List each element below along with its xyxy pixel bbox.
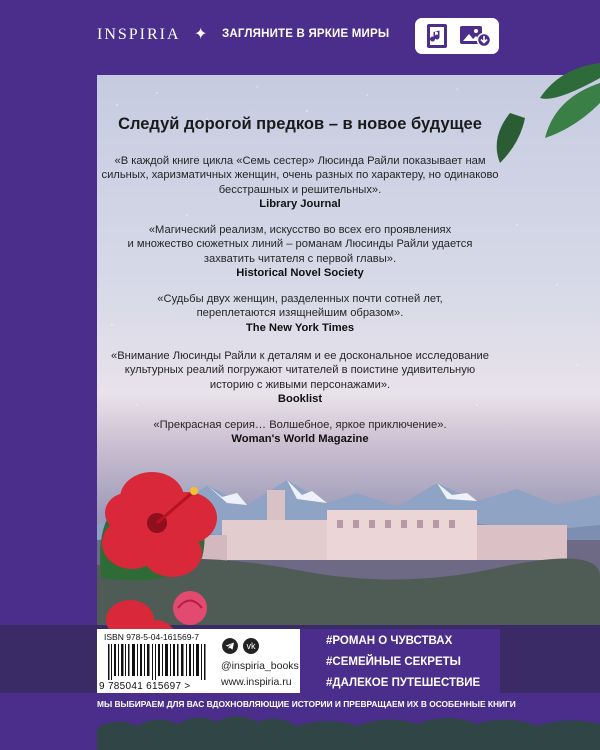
website-link[interactable]: www.inspiria.ru <box>221 676 292 688</box>
ebook-icon <box>424 23 450 49</box>
tag-family-secrets: #СЕМЕЙНЫЕ СЕКРЕТЫ <box>326 656 461 668</box>
social-handle[interactable]: @inspiria_books <box>221 660 299 672</box>
quote-line: «Прекрасная серия… Волшебное, яркое приключение». <box>153 419 447 431</box>
quote-line: «В каждой книге цикла «Семь сестер» Люсинда Райли показывает нам <box>114 155 486 167</box>
hibiscus-flower-large <box>92 458 232 588</box>
green-leaves <box>450 58 600 168</box>
review-quote-5 <box>0 418 600 447</box>
sparkle-icon: ✦ <box>194 26 208 43</box>
quote-section-title: Следуй дорогой предков – в новое будущее <box>118 115 482 133</box>
quote-line: захватить читателя с первой главы». <box>203 252 397 265</box>
pink-rose-bud <box>170 588 210 628</box>
quote-source: Booklist <box>277 392 323 405</box>
quote-line: и множество сюжетных линий – романам Люсинды Райли удается <box>127 238 473 251</box>
review-quote-4 <box>0 349 600 406</box>
quote-source: Library Journal <box>259 197 341 210</box>
quote-line: «Судьбы двух женщин, разделенных почти сотней лет, <box>157 293 443 305</box>
quote-line: бесстрашных и решительных». <box>218 183 382 196</box>
quote-line: переплетаются изящнейшим образом». <box>196 307 404 320</box>
forest-trees <box>97 708 600 750</box>
footer-slogan: МЫ ВЫБИРАЕМ ДЛЯ ВАС ВДОХНОВЛЯЮЩИЕ ИСТОРИИ И ПРЕВРАЩАЕМ ИХ В ОСОБЕННЫЕ КНИГИ <box>97 699 516 709</box>
quote-line: историю с живыми персонажами». <box>209 378 391 391</box>
publisher-logo: INSPIRIA <box>97 26 181 43</box>
quote-line: «Внимание Люсинды Райли к деталям и ее доскональное исследование <box>110 350 489 362</box>
header-tagline: ЗАГЛЯНИТЕ В ЯРКИЕ МИРЫ <box>222 28 390 40</box>
audiobook-download-icon <box>459 24 491 48</box>
tag-romance: #РОМАН О ЧУВСТВАХ <box>326 635 453 647</box>
quote-source: Historical Novel Society <box>236 266 364 279</box>
isbn-label: ISBN 978-5-04-161569-7 <box>104 632 199 642</box>
quote-line: культурных реалий погружают читателей в поистине удивительную <box>124 364 476 377</box>
quote-source: The New York Times <box>245 321 355 334</box>
barcode <box>108 644 208 680</box>
format-icons <box>415 18 499 54</box>
review-quote-2 <box>0 223 600 280</box>
quote-source: Woman's World Magazine <box>231 433 369 446</box>
vk-icon[interactable]: vk <box>243 638 259 654</box>
quote-line: сильных, харизматичных женщин, очень разных по характеру, но одинаково <box>101 169 499 182</box>
review-quote-3 <box>0 292 600 335</box>
isbn-digits: 9 785041 615697 > <box>99 681 191 692</box>
telegram-icon[interactable] <box>222 638 238 654</box>
quote-line: «Магический реализм, искусство во всех его проявлениях <box>148 224 452 236</box>
tag-journey: #ДАЛЕКОЕ ПУТЕШЕСТВИЕ <box>326 677 481 689</box>
review-quote-1 <box>0 154 600 211</box>
